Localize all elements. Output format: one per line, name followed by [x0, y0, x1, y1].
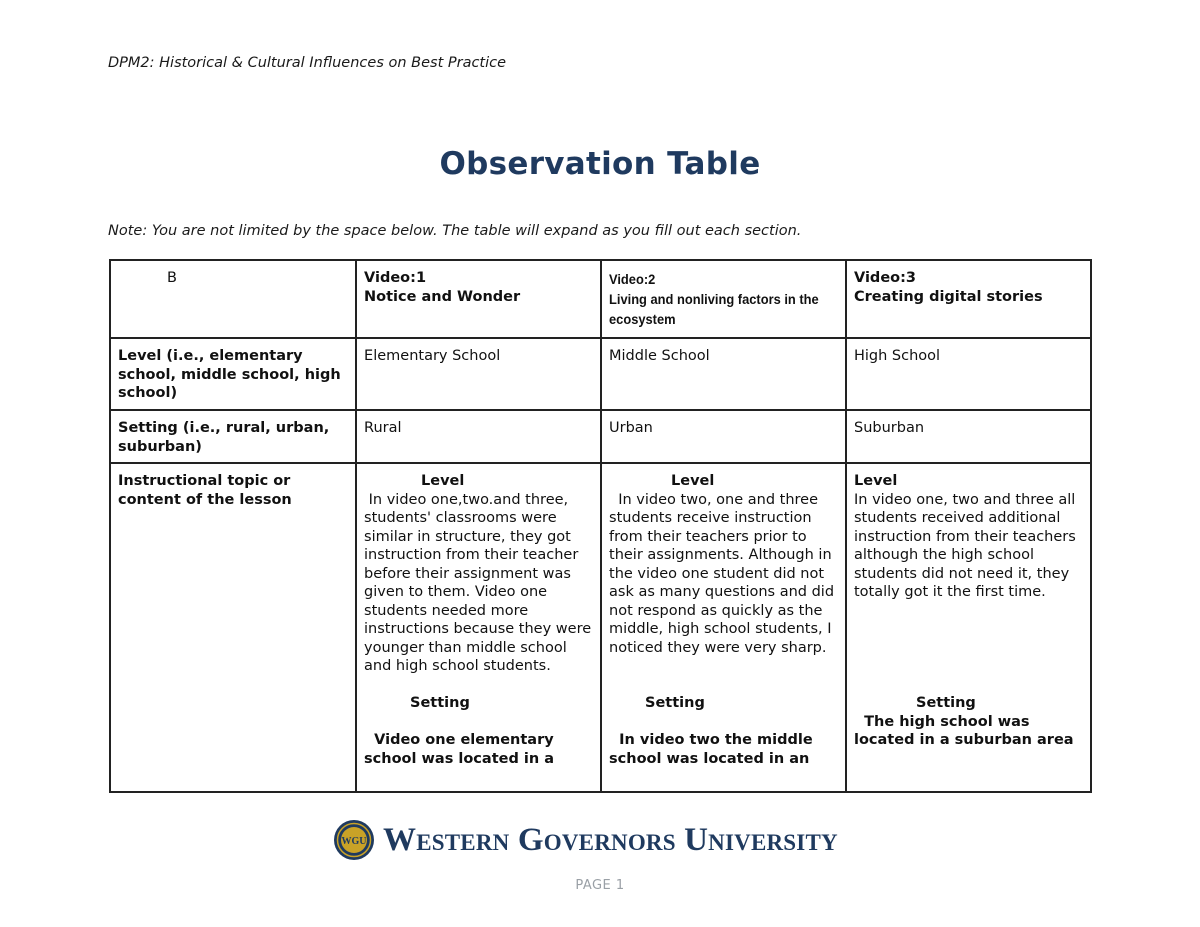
topic-video-1[interactable]	[356, 463, 601, 792]
level-video-1[interactable]: Elementary School	[356, 338, 601, 410]
setting-video-3[interactable]: Suburban	[846, 410, 1091, 463]
topic-row-label[interactable]: Instructional topic or content of the lesson	[110, 463, 356, 792]
level-video-3[interactable]: High School	[846, 338, 1091, 410]
topic-video-3-level-text: In video one, two and three all students received additional instruction from their teachers although the high school students did not need it, they totally got it the first time.	[854, 491, 1081, 600]
topic-video-1-setting-heading: Setting	[410, 695, 470, 711]
wgu-seal-icon	[333, 819, 375, 861]
topic-video-2-level-heading: Level	[671, 473, 715, 489]
document-title: Observation Table	[439, 146, 761, 182]
table-row-setting	[110, 410, 1091, 463]
video-1-header[interactable]	[356, 260, 601, 338]
running-header: DPM2: Historical & Cultural Influences on Best Practice	[108, 55, 507, 71]
observation-table	[109, 259, 1092, 793]
topic-video-2-setting-heading: Setting	[645, 695, 705, 711]
wgu-logo	[333, 817, 838, 863]
seal-letters: WGU	[341, 836, 367, 847]
video-2-header[interactable]	[601, 260, 846, 338]
video-1-number: Video:1	[364, 270, 427, 286]
topic-video-1-setting-text: Video one elementary school was located in a	[364, 732, 559, 767]
corner-cell[interactable]: B	[110, 260, 356, 338]
level-row-label[interactable]: Level (i.e., elementary school, middle school, high school)	[110, 338, 356, 410]
table-header-row	[110, 260, 1091, 338]
topic-video-1-level-text: In video one,two.and three, students' classrooms were similar in structure, they got instruction from their teacher before their assignment was given to them. Video one students needed more instructions because they were younger than middle school and high school students.	[364, 491, 596, 674]
setting-video-2[interactable]: Urban	[601, 410, 846, 463]
topic-video-2[interactable]	[601, 463, 846, 792]
level-video-2[interactable]: Middle School	[601, 338, 846, 410]
page-number: PAGE 1	[575, 878, 625, 893]
video-2-number: Video:2	[609, 271, 656, 287]
setting-row-label[interactable]: Setting (i.e., rural, urban, suburban)	[110, 410, 356, 463]
table-row-topic	[110, 463, 1091, 792]
setting-video-1[interactable]: Rural	[356, 410, 601, 463]
topic-video-3-setting-heading: Setting	[916, 695, 976, 711]
topic-video-3-setting-text: The high school was located in a suburban area	[854, 713, 1074, 748]
video-3-topic: Creating digital stories	[854, 288, 1043, 305]
topic-video-2-setting-text: In video two the middle school was located in an	[609, 732, 818, 767]
topic-video-2-level-text: In video two, one and three students receive instruction from their teachers prior to their assignments. Although in the video one student did not ask as many questions and did not respond as quickly as the middle, high school students, I noticed they were very sharp.	[609, 491, 839, 656]
topic-video-3-level-heading: Level	[854, 473, 898, 489]
topic-video-3[interactable]	[846, 463, 1091, 792]
video-3-header[interactable]	[846, 260, 1091, 338]
topic-video-1-level-heading: Level	[421, 473, 465, 489]
instruction-note: Note: You are not limited by the space below. The table will expand as you fill out each section.	[108, 223, 802, 239]
video-1-topic: Notice and Wonder	[364, 288, 521, 305]
table-row-level	[110, 338, 1091, 410]
video-3-number: Video:3	[854, 270, 917, 286]
video-2-topic: Living and nonliving factors in the ecosystem	[609, 291, 823, 327]
wgu-wordmark: Western Governors University	[383, 821, 838, 858]
